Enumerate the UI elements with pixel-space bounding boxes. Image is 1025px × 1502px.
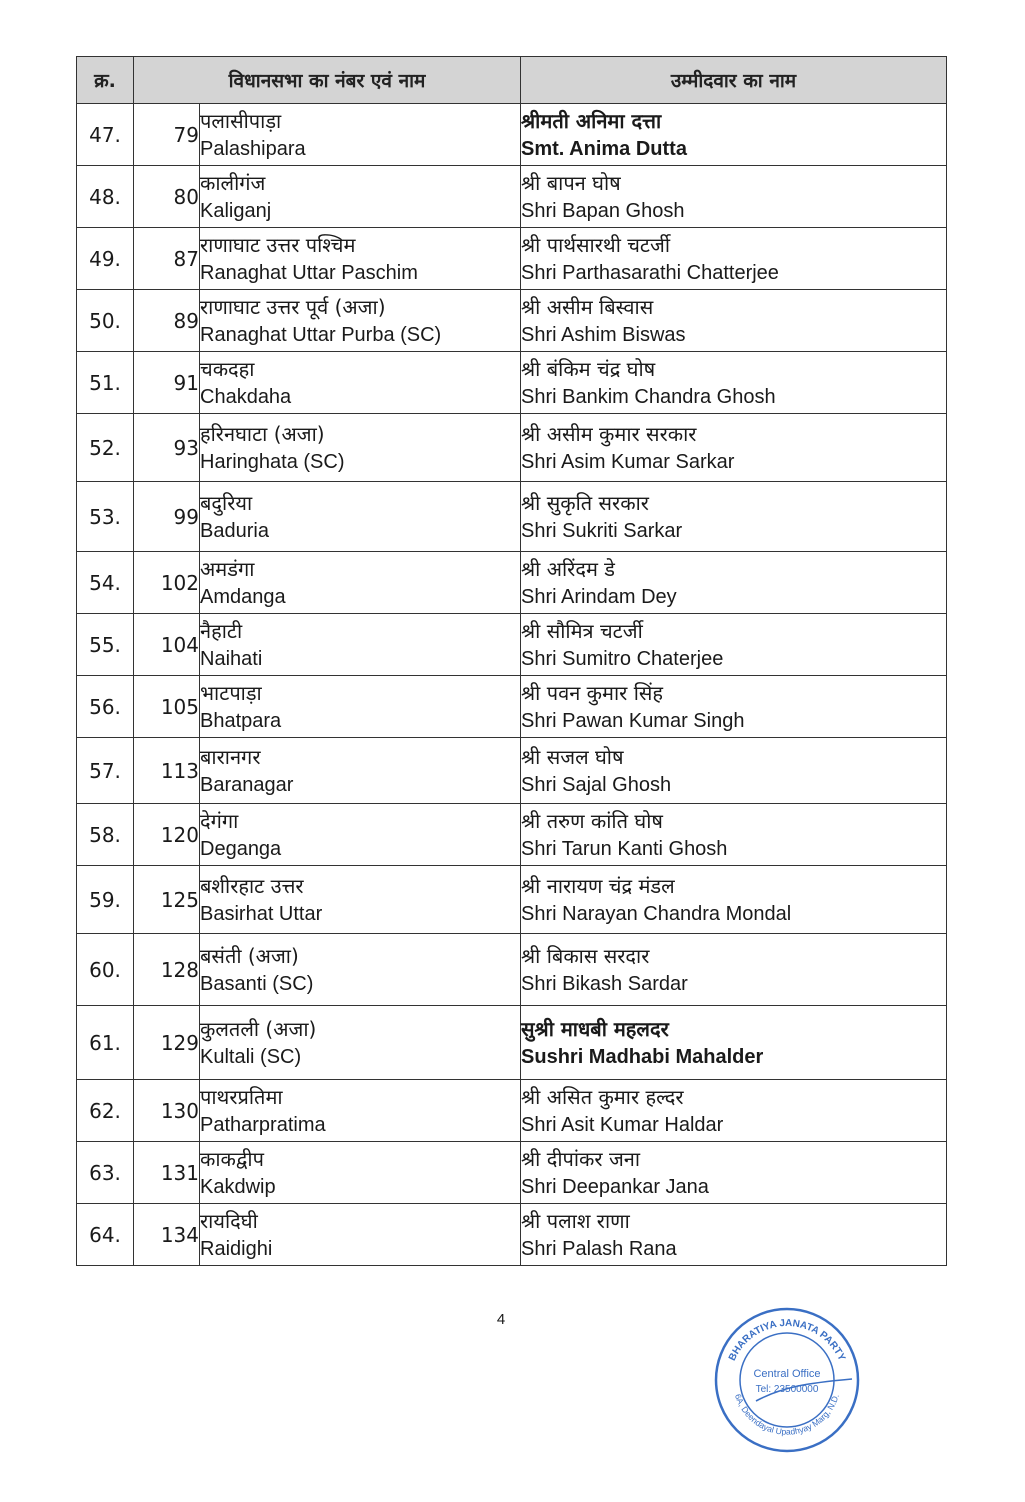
constituency-name-hindi: काकद्वीप <box>200 1146 264 1171</box>
serial-cell: 48. <box>77 166 134 228</box>
constituency-name-hindi: बारानगर <box>200 744 261 769</box>
candidate-name-cell <box>521 166 947 228</box>
constituency-name-cell <box>200 228 521 290</box>
constituency-number-cell: 134 <box>134 1204 200 1266</box>
candidate-name-cell <box>521 352 947 414</box>
constituency-name-english: Chakdaha <box>200 385 292 408</box>
constituency-name-english: Baranagar <box>200 773 294 796</box>
candidate-table <box>76 56 947 1266</box>
candidate-name-hindi: श्री असीम कुमार सरकार <box>521 421 697 446</box>
constituency-name-hindi: देगंगा <box>200 808 239 833</box>
constituency-name-english: Kultali (SC) <box>200 1045 302 1068</box>
constituency-name-english: Kaliganj <box>200 199 272 222</box>
candidate-name-cell <box>521 1204 947 1266</box>
candidate-name-cell <box>521 482 947 552</box>
candidate-name-hindi: श्री असित कुमार हल्दर <box>521 1084 684 1109</box>
constituency-name-hindi: बदुरिया <box>200 490 253 515</box>
candidate-name-cell <box>521 676 947 738</box>
constituency-name-cell <box>200 414 521 482</box>
constituency-number-cell: 79 <box>134 104 200 166</box>
candidate-name-hindi: सुश्री माधबी महलदर <box>521 1016 669 1041</box>
table-row <box>77 228 947 290</box>
header-serial: क्र. <box>77 57 134 104</box>
svg-text:BHARATIYA JANATA PARTY <box>727 1318 847 1363</box>
constituency-number-cell: 99 <box>134 482 200 552</box>
constituency-name-hindi: पाथरप्रतिमा <box>200 1084 283 1109</box>
serial-cell: 50. <box>77 290 134 352</box>
constituency-name-english: Haringhata (SC) <box>200 450 345 473</box>
constituency-name-cell <box>200 1142 521 1204</box>
candidate-name-english: Shri Sumitro Chaterjee <box>521 647 724 670</box>
serial-cell: 57. <box>77 738 134 804</box>
constituency-number-cell: 130 <box>134 1080 200 1142</box>
header-constituency: विधानसभा का नंबर एवं नाम <box>134 57 521 104</box>
constituency-name-cell <box>200 104 521 166</box>
candidate-name-english: Shri Asim Kumar Sarkar <box>521 450 735 473</box>
serial-cell: 49. <box>77 228 134 290</box>
table-body <box>77 104 947 1266</box>
table-row <box>77 1204 947 1266</box>
candidate-name-hindi: श्री बापन घोष <box>521 170 621 195</box>
constituency-name-hindi: पलासीपाड़ा <box>200 108 282 133</box>
serial-cell: 52. <box>77 414 134 482</box>
candidate-name-hindi: श्री सुकृति सरकार <box>521 490 649 515</box>
serial-cell: 51. <box>77 352 134 414</box>
constituency-name-cell <box>200 738 521 804</box>
page-number: 4 <box>496 1311 506 1328</box>
serial-cell: 53. <box>77 482 134 552</box>
candidate-name-hindi: श्री बंकिम चंद्र घोष <box>521 356 656 381</box>
constituency-name-english: Baduria <box>200 519 269 542</box>
constituency-name-hindi: हरिनघाटा (अजा) <box>200 421 325 446</box>
candidate-name-hindi: श्री सजल घोष <box>521 744 624 769</box>
candidate-name-cell <box>521 614 947 676</box>
constituency-name-hindi: चकदहा <box>200 356 255 381</box>
seal-center-line2: Tel: 23500000 <box>755 1384 819 1395</box>
constituency-number-cell: 89 <box>134 290 200 352</box>
serial-cell: 47. <box>77 104 134 166</box>
seal-center-line1: Central Office <box>753 1368 821 1380</box>
header-candidate: उम्मीदवार का नाम <box>521 57 947 104</box>
table-row <box>77 614 947 676</box>
constituency-number-cell: 128 <box>134 934 200 1006</box>
table-row <box>77 1006 947 1080</box>
table-row <box>77 1080 947 1142</box>
candidate-name-hindi: श्रीमती अनिमा दत्ता <box>521 108 662 133</box>
table-row <box>77 166 947 228</box>
constituency-name-hindi: कुलतली (अजा) <box>200 1016 317 1041</box>
constituency-name-hindi: अमडंगा <box>200 556 255 581</box>
candidate-name-cell <box>521 414 947 482</box>
constituency-name-hindi: बशीरहाट उत्तर <box>200 873 304 898</box>
table-row <box>77 104 947 166</box>
table-row <box>77 804 947 866</box>
constituency-name-cell <box>200 1006 521 1080</box>
constituency-name-cell <box>200 290 521 352</box>
constituency-name-cell <box>200 552 521 614</box>
candidate-name-cell <box>521 552 947 614</box>
party-seal-stamp <box>712 1305 862 1455</box>
candidate-name-cell <box>521 738 947 804</box>
table-row <box>77 866 947 934</box>
candidate-name-english: Shri Sukriti Sarkar <box>521 519 683 542</box>
candidate-name-english: Shri Tarun Kanti Ghosh <box>521 837 728 860</box>
constituency-name-cell <box>200 166 521 228</box>
constituency-name-english: Basirhat Uttar <box>200 902 323 925</box>
candidate-name-english: Smt. Anima Dutta <box>521 137 687 160</box>
candidate-name-cell <box>521 290 947 352</box>
candidate-name-english: Shri Ashim Biswas <box>521 323 686 346</box>
constituency-name-english: Patharpratima <box>200 1113 326 1136</box>
table-row <box>77 934 947 1006</box>
candidate-name-english: Shri Narayan Chandra Mondal <box>521 902 792 925</box>
constituency-name-english: Basanti (SC) <box>200 972 314 995</box>
serial-cell: 54. <box>77 552 134 614</box>
constituency-name-hindi: रायदिघी <box>200 1208 258 1233</box>
svg-text:6A, Deendayal Upadhyay Marg, N <box>733 1393 841 1437</box>
constituency-number-cell: 129 <box>134 1006 200 1080</box>
table-row <box>77 482 947 552</box>
candidate-name-english: Shri Palash Rana <box>521 1237 677 1260</box>
constituency-number-cell: 87 <box>134 228 200 290</box>
constituency-name-cell <box>200 866 521 934</box>
candidate-name-english: Shri Bankim Chandra Ghosh <box>521 385 776 408</box>
constituency-name-english: Raidighi <box>200 1237 273 1260</box>
candidate-name-hindi: श्री अरिंदम डे <box>521 556 615 581</box>
candidate-name-english: Shri Deepankar Jana <box>521 1175 709 1198</box>
candidate-name-english: Shri Asit Kumar Haldar <box>521 1113 724 1136</box>
table-header <box>77 57 947 104</box>
constituency-name-english: Amdanga <box>200 585 286 608</box>
serial-cell: 63. <box>77 1142 134 1204</box>
candidate-name-cell <box>521 804 947 866</box>
serial-cell: 64. <box>77 1204 134 1266</box>
candidate-name-english: Shri Pawan Kumar Singh <box>521 709 745 732</box>
constituency-name-cell <box>200 934 521 1006</box>
constituency-name-cell <box>200 676 521 738</box>
candidate-name-english: Shri Sajal Ghosh <box>521 773 672 796</box>
constituency-number-cell: 80 <box>134 166 200 228</box>
serial-cell: 60. <box>77 934 134 1006</box>
table-row <box>77 552 947 614</box>
serial-cell: 55. <box>77 614 134 676</box>
constituency-name-cell <box>200 482 521 552</box>
constituency-number-cell: 102 <box>134 552 200 614</box>
candidate-name-hindi: श्री असीम बिस्वास <box>521 294 654 319</box>
constituency-name-english: Kakdwip <box>200 1175 276 1198</box>
constituency-name-english: Ranaghat Uttar Paschim <box>200 261 418 284</box>
serial-cell: 58. <box>77 804 134 866</box>
serial-cell: 62. <box>77 1080 134 1142</box>
table-row <box>77 290 947 352</box>
constituency-number-cell: 93 <box>134 414 200 482</box>
candidate-name-hindi: श्री दीपांकर जना <box>521 1146 641 1171</box>
candidate-name-hindi: श्री तरुण कांति घोष <box>521 808 663 833</box>
constituency-name-cell <box>200 804 521 866</box>
constituency-name-english: Ranaghat Uttar Purba (SC) <box>200 323 442 346</box>
serial-cell: 61. <box>77 1006 134 1080</box>
constituency-name-hindi: कालीगंज <box>200 170 266 195</box>
candidate-name-cell <box>521 866 947 934</box>
constituency-name-cell <box>200 352 521 414</box>
candidate-name-hindi: श्री नारायण चंद्र मंडल <box>521 873 675 898</box>
constituency-name-cell <box>200 1080 521 1142</box>
candidate-name-english: Shri Bapan Ghosh <box>521 199 685 222</box>
candidate-name-english: Shri Parthasarathi Chatterjee <box>521 261 779 284</box>
constituency-name-cell <box>200 1204 521 1266</box>
table-row <box>77 414 947 482</box>
candidate-name-hindi: श्री पार्थसारथी चटर्जी <box>521 232 671 257</box>
constituency-number-cell: 120 <box>134 804 200 866</box>
constituency-name-english: Bhatpara <box>200 709 282 732</box>
constituency-number-cell: 125 <box>134 866 200 934</box>
table-row <box>77 352 947 414</box>
candidate-name-english: Sushri Madhabi Mahalder <box>521 1045 764 1068</box>
serial-cell: 56. <box>77 676 134 738</box>
constituency-number-cell: 104 <box>134 614 200 676</box>
candidate-name-english: Shri Bikash Sardar <box>521 972 688 995</box>
seal-address-text: 6A, Deendayal Upadhyay Marg, N.D. <box>733 1392 841 1437</box>
constituency-name-english: Palashipara <box>200 137 306 160</box>
candidate-name-cell <box>521 934 947 1006</box>
constituency-number-cell: 113 <box>134 738 200 804</box>
candidate-name-hindi: श्री बिकास सरदार <box>521 943 650 968</box>
constituency-name-cell <box>200 614 521 676</box>
constituency-name-hindi: भाटपाड़ा <box>200 680 262 705</box>
constituency-name-english: Deganga <box>200 837 282 860</box>
table-row <box>77 1142 947 1204</box>
table-row <box>77 738 947 804</box>
candidate-name-cell <box>521 228 947 290</box>
constituency-name-hindi: राणाघाट उत्तर पश्चिम <box>200 232 356 257</box>
serial-cell: 59. <box>77 866 134 934</box>
candidate-name-cell <box>521 1080 947 1142</box>
candidate-name-cell <box>521 1142 947 1204</box>
constituency-name-hindi: बसंती (अजा) <box>200 943 299 968</box>
candidate-name-hindi: श्री पवन कुमार सिंह <box>521 680 664 705</box>
constituency-name-english: Naihati <box>200 647 263 670</box>
constituency-name-hindi: नैहाटी <box>200 618 243 643</box>
table-row <box>77 676 947 738</box>
seal-ring-text: BHARATIYA JANATA PARTY <box>726 1317 848 1363</box>
constituency-number-cell: 91 <box>134 352 200 414</box>
constituency-number-cell: 105 <box>134 676 200 738</box>
constituency-name-hindi: राणाघाट उत्तर पूर्व (अजा) <box>200 294 386 319</box>
candidate-name-hindi: श्री पलाश राणा <box>521 1208 630 1233</box>
candidate-name-hindi: श्री सौमित्र चटर्जी <box>521 618 643 643</box>
candidate-name-cell <box>521 104 947 166</box>
candidate-name-cell <box>521 1006 947 1080</box>
candidate-name-english: Shri Arindam Dey <box>521 585 677 608</box>
constituency-number-cell: 131 <box>134 1142 200 1204</box>
